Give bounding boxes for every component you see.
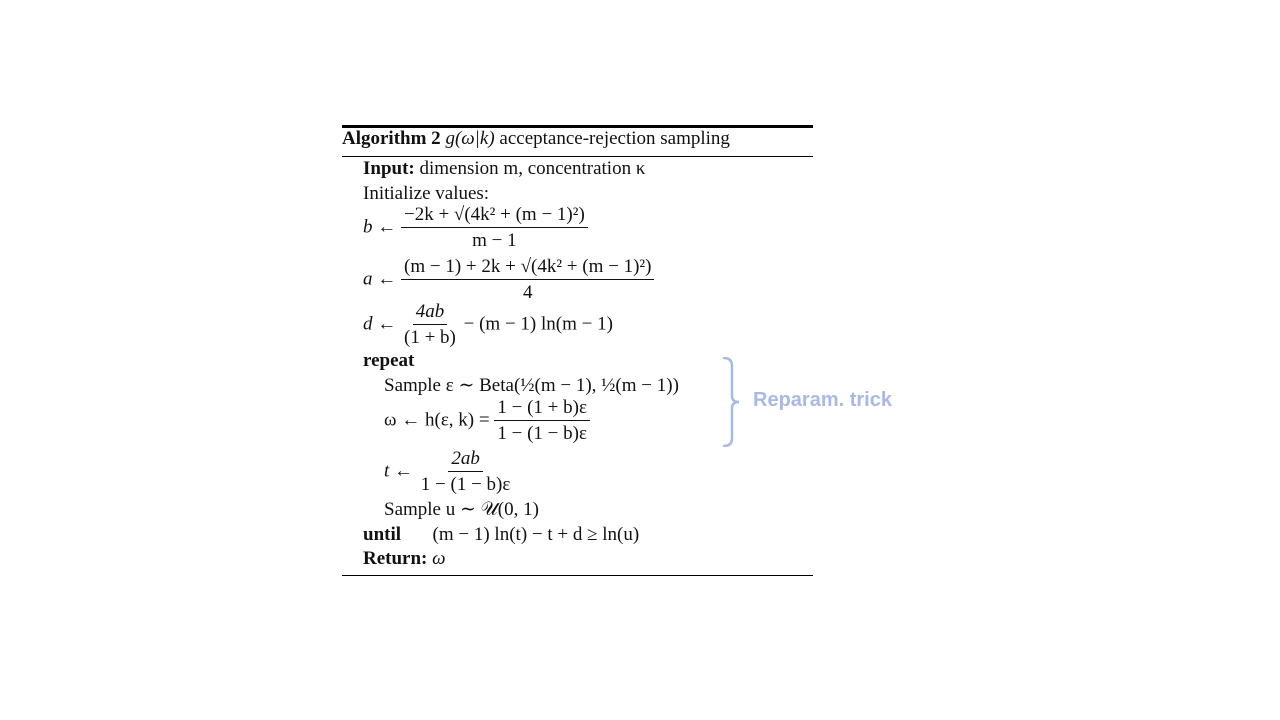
reparam-trick-label: Reparam. trick — [753, 389, 892, 411]
t-denominator: 1 − (1 − b)ε — [420, 474, 511, 495]
input-label: Input: — [363, 158, 415, 179]
input-line — [363, 158, 645, 180]
b-fraction — [401, 204, 588, 252]
return-line — [363, 548, 446, 570]
t-numerator: 2ab — [448, 448, 483, 472]
until-condition: (m − 1) ln(t) − t + d ≥ ln(u) — [432, 524, 640, 545]
d-denominator: (1 + b) — [404, 327, 456, 348]
a-numerator: (m − 1) + 2k + √(4k² + (m − 1)²) — [401, 256, 654, 280]
sample-u-line: Sample u ∼ 𝒰(0, 1) — [384, 499, 539, 520]
input-text: dimension m, concentration κ — [419, 158, 646, 179]
algorithm-block — [342, 125, 813, 577]
a-fraction — [401, 256, 654, 304]
omega-numerator: 1 − (1 + b)ε — [494, 397, 590, 421]
return-value: ω — [432, 548, 446, 569]
d-fraction — [401, 301, 459, 349]
d-lhs: d ← — [363, 313, 397, 335]
d-rest: − (m − 1) ln(m − 1) — [463, 313, 613, 335]
algorithm-title-text: acceptance-rejection sampling — [499, 128, 730, 149]
t-assignment — [384, 448, 513, 496]
b-denominator: m − 1 — [472, 230, 517, 251]
b-lhs: b ← — [363, 216, 397, 238]
a-lhs: a ← — [363, 268, 397, 290]
algorithm-title-label: Algorithm 2 — [342, 128, 441, 149]
omega-lhs: ω ← h(ε, k) = — [384, 409, 490, 431]
t-lhs: t ← — [384, 460, 414, 482]
header-rule — [342, 156, 813, 157]
repeat-keyword: repeat — [363, 350, 415, 371]
bottom-rule — [342, 575, 813, 576]
algorithm-title — [342, 128, 730, 150]
d-numerator: 4ab — [413, 301, 448, 325]
omega-assignment — [384, 397, 590, 445]
b-numerator: −2k + √(4k² + (m − 1)²) — [401, 204, 588, 228]
a-denominator: 4 — [522, 282, 533, 303]
until-line — [363, 524, 639, 546]
init-line: Initialize values: — [363, 183, 490, 204]
right-brace-icon — [723, 357, 745, 447]
b-assignment — [363, 204, 588, 252]
omega-denominator: 1 − (1 − b)ε — [497, 423, 587, 444]
d-assignment — [363, 301, 613, 349]
sample-epsilon-line: Sample ε ∼ Beta(½(m − 1), ½(m − 1)) — [384, 375, 679, 396]
algorithm-title-math: g(ω|k) — [445, 128, 495, 149]
until-keyword: until — [363, 524, 402, 545]
t-fraction — [418, 448, 514, 496]
return-label: Return: — [363, 548, 428, 569]
a-assignment — [363, 256, 654, 304]
omega-fraction — [494, 397, 590, 445]
